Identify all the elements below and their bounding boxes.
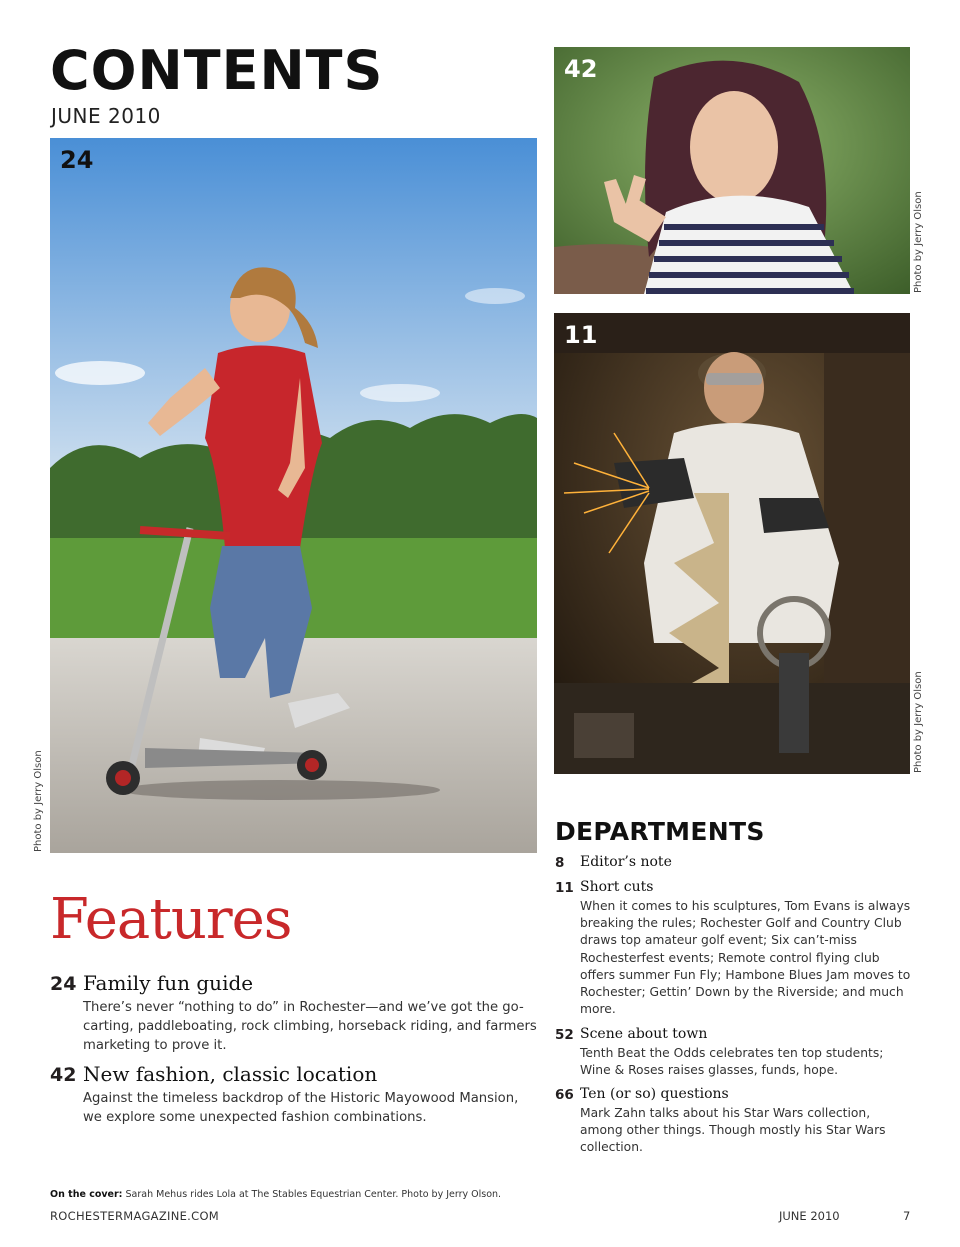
department-title: Editor’s note: [580, 854, 672, 870]
department-description: When it comes to his sculptures, Tom Evans is always breaking the rules; Rochester Golf and Country Club draws top amateur golf event; Six can’t-miss Rochesterfest events; Remote control flying club offers summer Fun Fly; Hambone Blues Jam moves to Rochester; Gettin’ Down by the Riverside; and much more.: [580, 899, 911, 1017]
main-photo-page-number: 24: [60, 146, 94, 174]
department-page-number: 11: [555, 880, 574, 896]
top-right-photo-page-number: 42: [564, 55, 598, 83]
top-right-photo-credit: Photo by Jerry Olson: [913, 191, 924, 293]
feature-title: Family fun guide: [83, 971, 254, 995]
mid-right-photo-credit: Photo by Jerry Olson: [913, 671, 924, 773]
department-item-short-cuts[interactable]: [555, 880, 915, 1020]
feature-description: Against the timeless backdrop of the Historic Mayowood Mansion, we explore some unexpected fashion combinations.: [83, 1091, 519, 1125]
main-photo-credit: Photo by Jerry Olson: [33, 750, 44, 852]
feature-item-family-fun-guide[interactable]: [50, 973, 540, 1053]
department-page-number: 66: [555, 1087, 574, 1103]
feature-description: There’s never “nothing to do” in Rochester—and we’ve got the go-carting, paddleboating, rock climbing, horseback riding, and farmers marketing to prove it.: [83, 1000, 537, 1053]
footer-issue-date: JUNE 2010: [779, 1209, 840, 1223]
department-item-ten-questions[interactable]: [555, 1087, 915, 1159]
top-right-photo-image: [554, 47, 910, 294]
department-title: Scene about town: [580, 1026, 708, 1042]
top-right-photo[interactable]: [554, 47, 910, 294]
department-description: Tenth Beat the Odds celebrates ten top students; Wine & Roses raises glasses, funds, hope.: [580, 1046, 884, 1078]
mid-right-photo[interactable]: [554, 313, 910, 774]
feature-page-number: 24: [50, 973, 77, 995]
feature-page-number: 42: [50, 1064, 77, 1086]
cover-note-label: On the cover:: [50, 1189, 123, 1200]
main-photo-image: [50, 138, 537, 853]
footer-page-number: 7: [903, 1209, 911, 1223]
issue-date: JUNE 2010: [51, 104, 161, 128]
departments-heading: DEPARTMENTS: [555, 817, 765, 846]
features-heading: Features: [50, 887, 292, 952]
department-title: Ten (or so) questions: [580, 1086, 729, 1102]
mid-right-photo-page-number: 11: [564, 321, 598, 349]
department-title: Short cuts: [580, 879, 654, 895]
footer-website[interactable]: ROCHESTERMAGAZINE.COM: [50, 1209, 220, 1223]
feature-title: New fashion, classic location: [83, 1062, 378, 1086]
main-photo[interactable]: [50, 138, 537, 853]
page-title: CONTENTS: [50, 39, 384, 102]
mid-right-photo-image: [554, 313, 910, 774]
cover-note-text: Sarah Mehus rides Lola at The Stables Equestrian Center. Photo by Jerry Olson.: [122, 1189, 502, 1200]
cover-note: [50, 1189, 501, 1200]
department-description: Mark Zahn talks about his Star Wars collection, among other things. Though mostly his Star Wars collection.: [580, 1106, 886, 1155]
department-page-number: 52: [555, 1027, 574, 1043]
department-item-editors-note[interactable]: [555, 855, 915, 875]
department-item-scene-about-town[interactable]: [555, 1027, 915, 1082]
department-page-number: 8: [555, 855, 565, 871]
feature-item-new-fashion[interactable]: [50, 1064, 540, 1124]
